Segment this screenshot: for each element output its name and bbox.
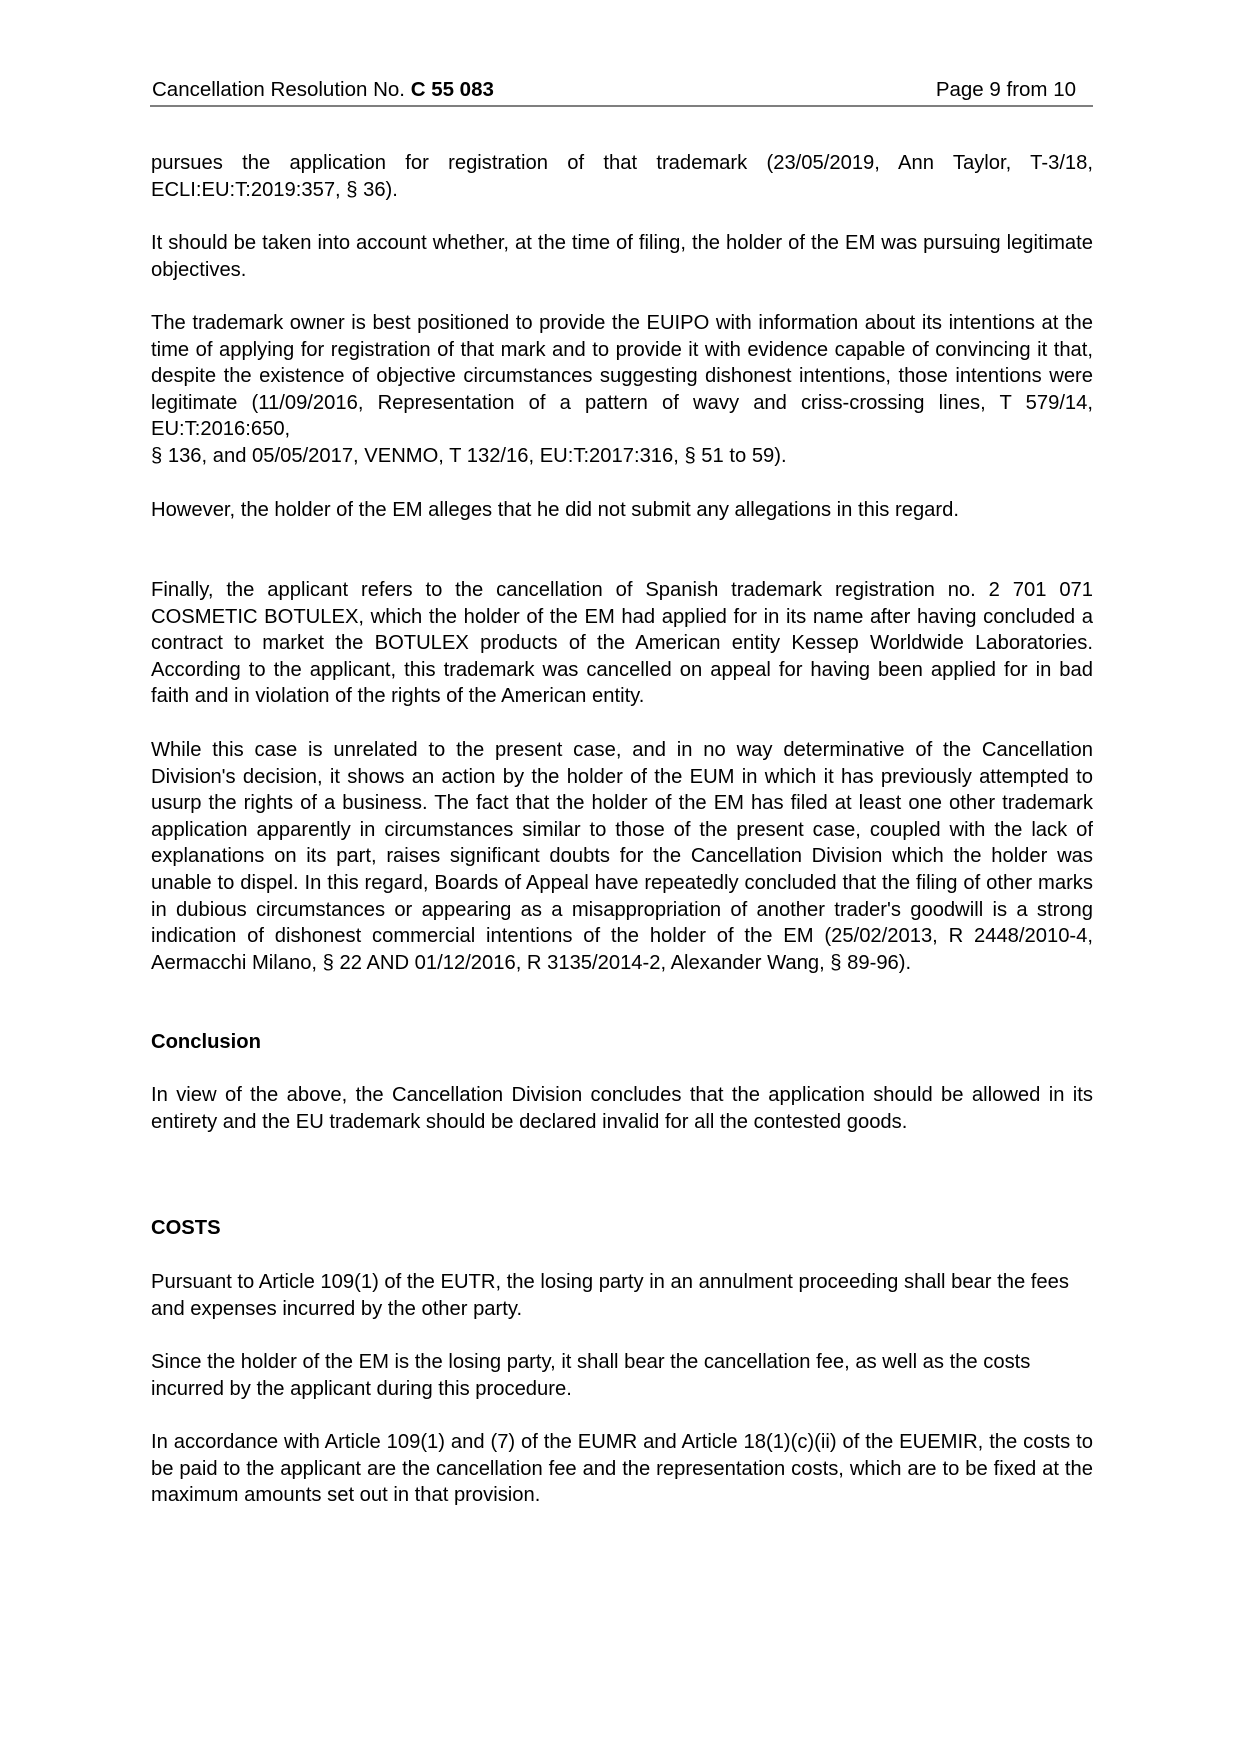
paragraph-costs-to-be-paid: In accordance with Article 109(1) and (7) of the EUMR and Article 18(1)(c)(ii) of the EUEMIR, the costs to be paid to the applicant are the cancellation fee and the representation costs, which are to be fixed at the maximum amounts set out in that provision.: [151, 1431, 1093, 1507]
heading-costs: COSTS: [151, 1217, 221, 1239]
resolution-number: C 55 083: [410, 78, 494, 101]
paragraph-trademark-owner-intentions: [151, 310, 1093, 470]
paragraph-text-part-1: The trademark owner is best positioned to provide the EUIPO with information about its intentions at the time of applying for registration of that mark and to provide it with evidence capable of convincing it that, despite the existence of objective circumstances suggesting dishonest intentions, those intentions were legitimate (11/09/2016, Representation of a pattern of wavy and criss-crossing lines, T 579/14, EU:T:2016:650,: [151, 312, 1093, 441]
paragraph-legitimate-objectives: It should be taken into account whether, at the time of filing, the holder of the EM was pursuing legitimate objectives.: [151, 232, 1093, 281]
paragraph-spanish-trademark-botulex: Finally, the applicant refers to the cancellation of Spanish trademark registration no. 2 701 071 COSMETIC BOTULEX, which the holder of the EM had applied for in its name after having concluded a contract to market the BOTULEX products of the American entity Kessep Worldwide Laboratories. According to the applicant, this trademark was cancelled on appeal for having been applied for in bad faith and in violation of the rights of the American entity.: [151, 579, 1093, 708]
document-title: [150, 77, 494, 103]
paragraph-no-allegations: However, the holder of the EM alleges that he did not submit any allegations in this regard.: [151, 499, 959, 521]
paragraph-text-part-2: § 136, and 05/05/2017, VENMO, T 132/16, EU:T:2017:316, § 51 to 59).: [151, 444, 787, 467]
heading-conclusion: Conclusion: [151, 1031, 261, 1053]
paragraph-conclusion: In view of the above, the Cancellation Division concludes that the application should be allowed in its entirety and the EU trademark should be declared invalid for all the contested goods.: [151, 1084, 1093, 1133]
title-prefix: Cancellation Resolution No.: [152, 78, 411, 101]
page-header: [150, 73, 1093, 107]
paragraph-costs-article-109: Pursuant to Article 109(1) of the EUTR, the losing party in an annulment proceeding shall bear the fees and expenses incurred by the other party.: [151, 1271, 1069, 1320]
paragraph-losing-party: Since the holder of the EM is the losing party, it shall bear the cancellation fee, as well as the costs incurred by the applicant during this procedure.: [151, 1351, 1031, 1400]
paragraph-unrelated-case: While this case is unrelated to the present case, and in no way determinative of the Cancellation Division's decision, it shows an action by the holder of the EUM in which it has previously attempted to usurp the rights of a business. The fact that the holder of the EM has filed at least one other trademark application apparently in circumstances similar to those of the present case, coupled with the lack of explanations on its part, raises significant doubts for the Cancellation Division which the holder was unable to dispel. In this regard, Boards of Appeal have repeatedly concluded that the filing of other marks in dubious circumstances or appearing as a misappropriation of another trader's goodwill is a strong indication of dishonest commercial intentions of the holder of the EM (25/02/2013, R 2448/2010-4, Aermacchi Milano, § 22 AND 01/12/2016, R 3135/2014-2, Alexander Wang, § 89-96).: [151, 739, 1093, 974]
page-number: Page 9 from 10: [935, 78, 1076, 101]
paragraph-ann-taylor-citation: pursues the application for registration of that trademark (23/05/2019, Ann Taylor, T-3/18, ECLI:EU:T:2019:357, § 36).: [151, 152, 1093, 201]
